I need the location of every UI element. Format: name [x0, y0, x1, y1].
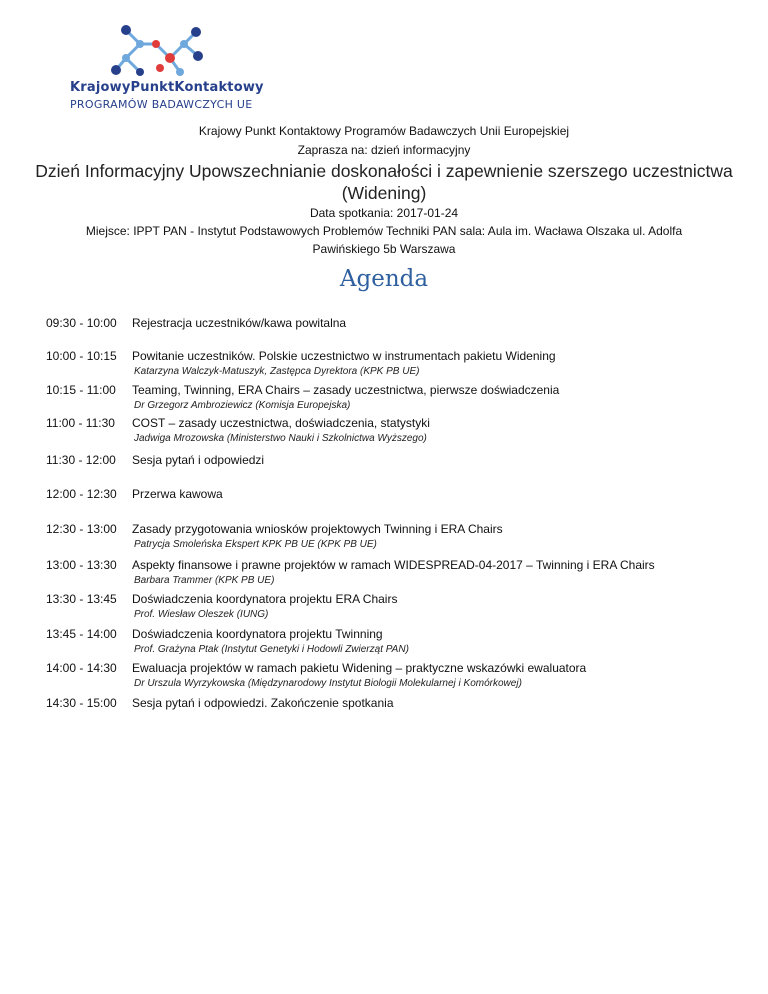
agenda-speaker: Prof. Grażyna Ptak (Instytut Genetyki i Hodowli Zwierząt PAN) — [134, 644, 409, 655]
agenda-time: 13:30 - 13:45 — [46, 592, 117, 606]
agenda-time: 09:30 - 10:00 — [46, 316, 117, 330]
molecule-logo-icon — [60, 20, 240, 82]
agenda-speaker: Prof. Wiesław Oleszek (IUNG) — [134, 609, 269, 620]
agenda-topic: Rejestracja uczestników/kawa powitalna — [132, 316, 347, 330]
agenda-topic: Sesja pytań i odpowiedzi. Zakończenie spotkania — [132, 696, 394, 710]
event-title-line-2: (Widening) — [341, 183, 427, 203]
agenda-time: 14:30 - 15:00 — [46, 696, 117, 710]
agenda-topic: Przerwa kawowa — [132, 487, 223, 501]
event-title — [0, 160, 768, 204]
invitation-line: Zaprasza na: dzień informacyjny — [297, 143, 471, 157]
agenda-topic: Doświadczenia koordynatora projektu ERA Chairs — [132, 592, 398, 606]
meeting-place — [0, 222, 768, 258]
agenda-time: 12:00 - 12:30 — [46, 487, 117, 501]
agenda-topic: Powitanie uczestników. Polskie uczestnictwo w instrumentach pakietu Widening — [132, 349, 556, 363]
agenda-time: 13:00 - 13:30 — [46, 558, 117, 572]
event-title-line-1: Dzień Informacyjny Upowszechnianie doskonałości i zapewnienie szerszego uczestnictwa — [35, 161, 733, 181]
meeting-place-line-2: Pawińskiego 5b Warszawa — [312, 242, 456, 256]
agenda-topic: Teaming, Twinning, ERA Chairs – zasady uczestnictwa, pierwsze doświadczenia — [132, 383, 560, 397]
agenda-topic: Ewaluacja projektów w ramach pakietu Widening – praktyczne wskazówki ewaluatora — [132, 661, 587, 675]
agenda-time: 11:00 - 11:30 — [46, 416, 115, 430]
agenda-time: 10:00 - 10:15 — [46, 349, 117, 363]
agenda-topic: Sesja pytań i odpowiedzi — [132, 453, 265, 467]
agenda-topic: Doświadczenia koordynatora projektu Twinning — [132, 627, 383, 641]
agenda-time: 12:30 - 13:00 — [46, 522, 117, 536]
agenda-speaker: Patrycja Smoleńska Ekspert KPK PB UE (KPK PB UE) — [134, 539, 377, 550]
agenda-speaker: Dr Urszula Wyrzykowska (Międzynarodowy Instytut Biologii Molekularnej i Komórkowej) — [134, 678, 522, 689]
agenda-speaker: Dr Grzegorz Ambroziewicz (Komisja Europejska) — [134, 400, 351, 411]
agenda-topic: Zasady przygotowania wniosków projektowych Twinning i ERA Chairs — [132, 522, 503, 536]
meeting-date: Data spotkania: 2017-01-24 — [309, 206, 459, 220]
agenda-topic: COST – zasady uczestnictwa, doświadczenia, statystyki — [132, 416, 430, 430]
agenda-topic: Aspekty finansowe i prawne projektów w ramach WIDESPREAD-04-2017 – Twinning i ERA Chairs — [132, 558, 655, 572]
agenda-time: 11:30 - 12:00 — [46, 453, 116, 467]
logo-subtitle: PROGRAMÓW BADAWCZYCH UE — [70, 98, 253, 111]
organization-name: Krajowy Punkt Kontaktowy Programów Badawczych Unii Europejskiej — [198, 124, 570, 138]
agenda-heading: Agenda — [339, 266, 429, 292]
logo-title: KrajowyPunktKontaktowy — [70, 80, 264, 95]
meeting-place-line-1: Miejsce: IPPT PAN - Instytut Podstawowych Problemów Techniki PAN sala: Aula im. Wacława Olszaka ul. Adolfa — [85, 224, 683, 238]
agenda-speaker: Katarzyna Walczyk-Matuszyk, Zastępca Dyrektora (KPK PB UE) — [134, 366, 420, 377]
logo — [60, 20, 264, 118]
agenda-speaker: Jadwiga Mrozowska (Ministerstwo Nauki i Szkolnictwa Wyższego) — [134, 433, 427, 444]
agenda-time: 13:45 - 14:00 — [46, 627, 117, 641]
agenda-speaker: Barbara Trammer (KPK PB UE) — [134, 575, 275, 586]
agenda-time: 10:15 - 11:00 — [46, 383, 116, 397]
agenda-time: 14:00 - 14:30 — [46, 661, 117, 675]
